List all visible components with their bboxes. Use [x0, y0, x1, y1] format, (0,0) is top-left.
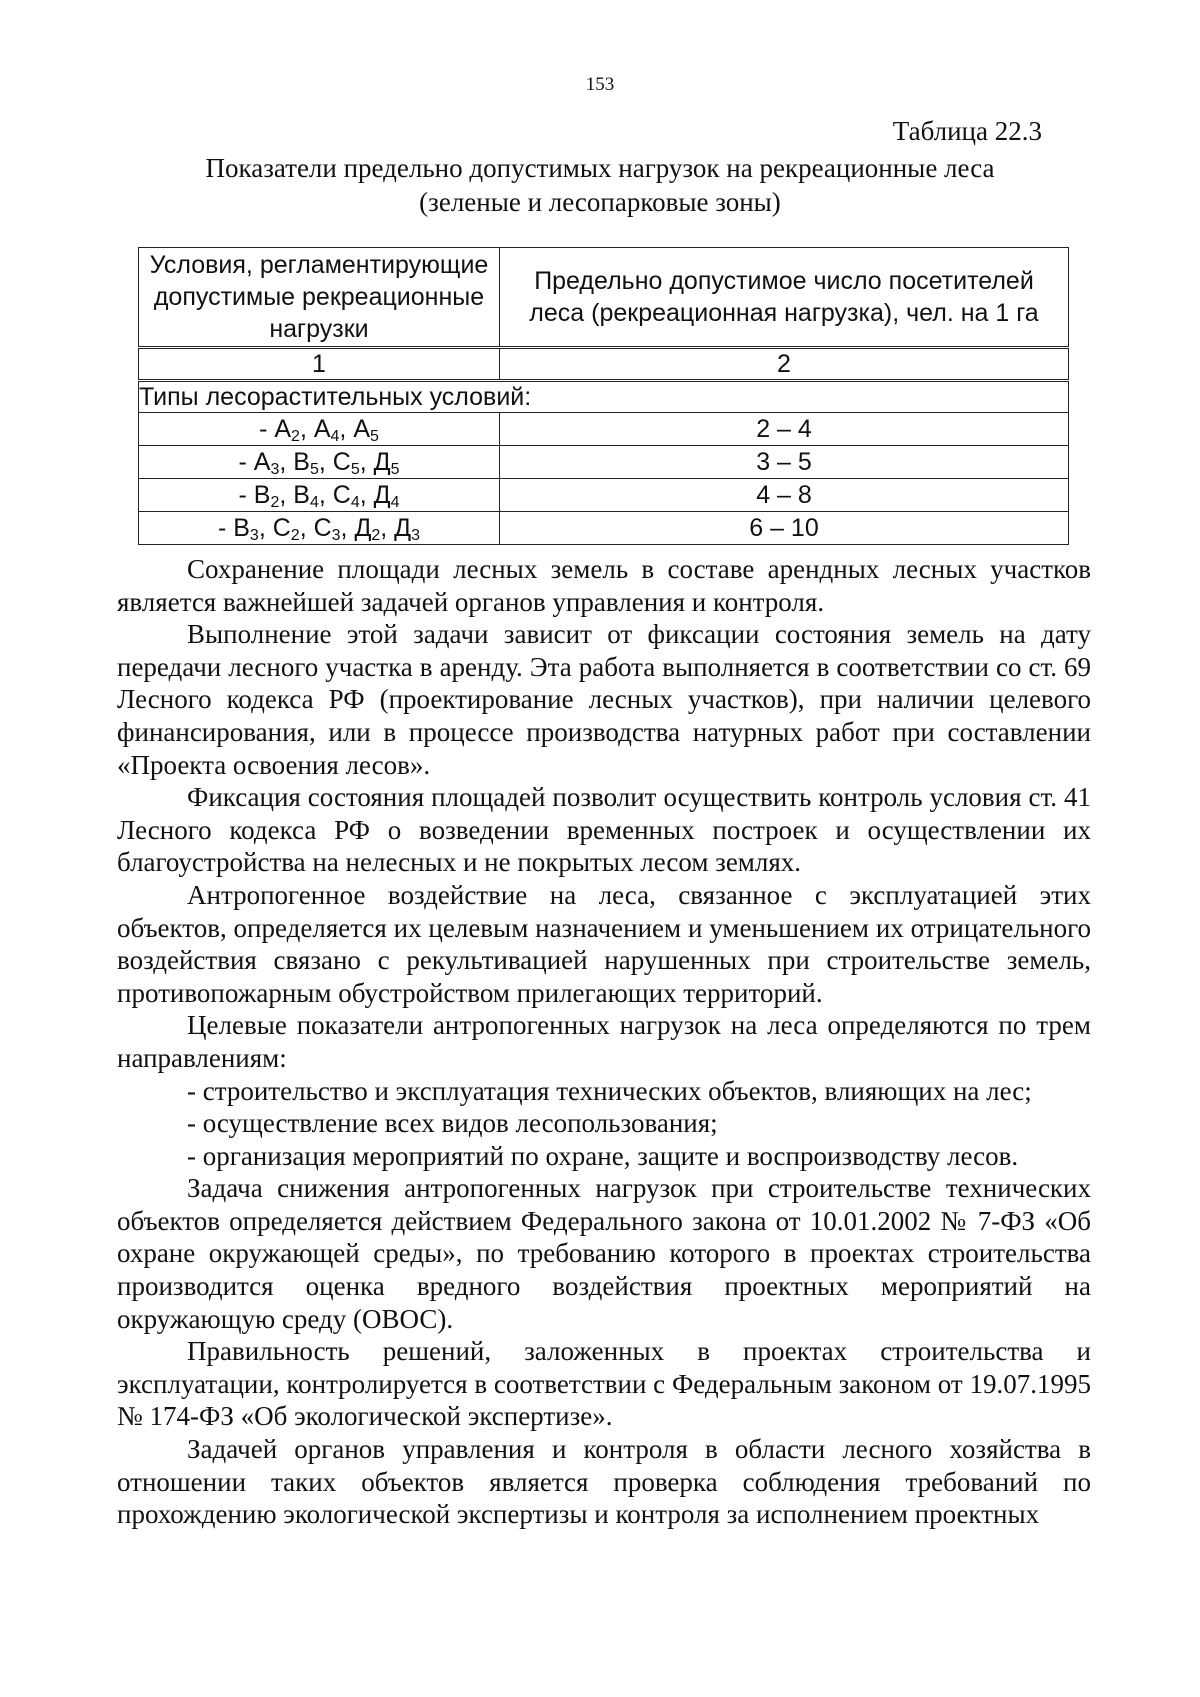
list-item: - осуществление всех видов лесопользования; — [187, 1108, 718, 1139]
table-row — [139, 446, 1069, 479]
table-title-line: (зеленые и лесопарковые зоны) — [419, 187, 781, 217]
header-visitor-limit: Предельно допустимое число посетителей леса (рекреационная нагрузка), чел. на 1 га — [500, 248, 1069, 348]
group-label: Типы лесорастительных условий: — [139, 381, 1069, 413]
paragraph: Антропогенное воздействие на леса, связанное с эксплуатацией этих объектов, определяется их целевым назначением и уменьшением их отрицательного воздействия связано с рекультивацией нарушенных при строительстве земель, противопожарным обустройством прилегающих территорий. — [117, 879, 1091, 1008]
group-row — [139, 381, 1069, 413]
paragraph: Задача снижения антропогенных нагрузок при строительстве технических объектов определяется действием Федерального закона от 10.01.2002 № 7-ФЗ «Об охране окружающей среды», по требованию которого в проектах строительства производится оценка вредного воздействия проектных мероприятий на окружающую среду (ОВОС). — [117, 1173, 1091, 1334]
value-cell: 3 – 5 — [500, 446, 1069, 479]
table-row — [139, 413, 1069, 446]
table-label: Таблица 22.3 — [892, 116, 1042, 146]
condition-cell: - $А_2$, $А_4$, $А_5$ — [139, 413, 500, 446]
page-number: 153 — [585, 74, 615, 95]
column-number: 2 — [500, 348, 1069, 381]
table-title-line: Показатели предельно допустимых нагрузок на рекреационные леса — [205, 153, 995, 183]
condition-cell: - $А_3$, $В_5$, $С_5$, $Д_5$ — [139, 446, 500, 479]
paragraph: Сохранение площади лесных земель в составе арендных лесных участков является важнейшей задачей органов управления и контроля. — [117, 554, 1091, 617]
table-row — [139, 512, 1069, 545]
header-conditions: Условия, регламентирующие допустимые рекреационные нагрузки — [139, 248, 500, 348]
list-item: - строительство и эксплуатация технических объектов, влияющих на лес; — [187, 1075, 1032, 1106]
condition-cell: - $В_2$, $В_4$, $С_4$, $Д_4$ — [139, 479, 500, 512]
table-row — [139, 479, 1069, 512]
load-norms-table — [138, 247, 1069, 545]
paragraph: Фиксация состояния площадей позволит осуществить контроль условия ст. 41 Лесного кодекса РФ о возведении временных построек и осуществлении их благоустройства на нелесных и не покрытых лесом землях. — [117, 782, 1091, 878]
list-item: - организация мероприятий по охране, защите и воспроизводству лесов. — [187, 1140, 1019, 1171]
column-number: 1 — [139, 348, 500, 381]
paragraph: Задачей органов управления и контроля в области лесного хозяйства в отношении таких объектов является проверка соблюдения требований по прохождению экологической экспертизы и контроля за исполнением проектных — [117, 1434, 1091, 1530]
value-cell: 2 – 4 — [500, 413, 1069, 446]
column-number-row — [139, 348, 1069, 381]
table-title — [0, 151, 1200, 219]
value-cell: 6 – 10 — [500, 512, 1069, 545]
condition-cell: - $В_3$, $С_2$, $С_3$, $Д_2$, $Д_3$ — [139, 512, 500, 545]
paragraph: Целевые показатели антропогенных нагрузок на леса определяются по трем направлениям: — [117, 1010, 1091, 1073]
table-header-row — [139, 248, 1069, 348]
paragraph: Правильность решений, заложенных в проектах строительства и эксплуатации, контролируется в соответствии с Федеральным законом от 19.07.1995 № 174-ФЗ «Об экологической экспертизе». — [117, 1336, 1091, 1432]
paragraph: Выполнение этой задачи зависит от фиксации состояния земель на дату передачи лесного участка в аренду. Эта работа выполняется в соответствии со ст. 69 Лесного кодекса РФ (проектирование лесных участков), при наличии целевого финансирования, или в процессе производства натурных работ при составлении «Проекта освоения лесов». — [117, 619, 1091, 780]
body-text — [117, 553, 1091, 1531]
value-cell: 4 – 8 — [500, 479, 1069, 512]
